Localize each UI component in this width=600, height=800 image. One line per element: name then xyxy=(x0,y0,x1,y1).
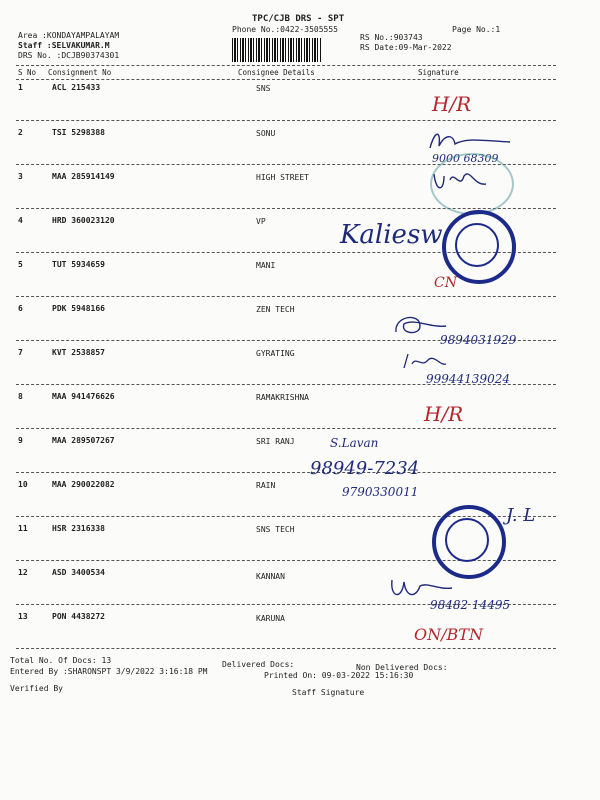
row-consignee: MANI xyxy=(256,261,276,270)
row-consignee: RAMAKRISHNA xyxy=(256,393,309,402)
col-consignee: Consignee Details xyxy=(238,68,315,77)
row-consignment: PDK 5948166 xyxy=(52,304,105,313)
row-sno: 5 xyxy=(18,260,23,269)
verified-by: Verified By xyxy=(10,684,63,693)
handwritten-phone: 98482 14495 xyxy=(430,598,511,612)
handwritten-status: H/R xyxy=(424,402,464,426)
handwritten-phone: 9894031929 xyxy=(440,333,517,347)
row-consignee: VP xyxy=(256,217,266,226)
area-label: Area :KONDAYAMPALAYAM xyxy=(18,31,120,40)
handwritten-status: H/R xyxy=(432,92,472,116)
row-consignee: SONU xyxy=(256,129,276,138)
row-sno: 1 xyxy=(18,83,23,92)
page-number: Page No.:1 xyxy=(452,25,501,34)
college-stamp xyxy=(432,505,506,579)
row-divider xyxy=(16,296,556,297)
row-divider xyxy=(16,648,556,649)
entered-by: Entered By :SHARONSPT 3/9/2022 3:16:18 PM xyxy=(10,667,208,676)
row-consignment: MAA 290022082 xyxy=(52,480,115,489)
row-consignment: MAA 941476626 xyxy=(52,392,115,401)
row-consignment: PON 4438272 xyxy=(52,612,105,621)
row-divider xyxy=(16,120,556,121)
signature-mark xyxy=(400,350,450,374)
header-divider-top xyxy=(16,65,556,66)
row-sno: 13 xyxy=(18,612,28,621)
rs-number: RS No.:903743 xyxy=(360,33,423,42)
col-consignment: Consignment No xyxy=(48,68,112,77)
row-consignment: KVT 2538857 xyxy=(52,348,105,357)
handwritten-phone: 9000 68309 xyxy=(432,152,499,165)
row-sno: 10 xyxy=(18,480,28,489)
col-signature: Signature xyxy=(418,68,459,77)
row-consignment: ASD 3400534 xyxy=(52,568,105,577)
phone-number: Phone No.:0422-3505555 xyxy=(232,25,338,34)
row-consignment: MAA 285914149 xyxy=(52,172,115,181)
row-consignee: HIGH STREET xyxy=(256,173,309,182)
row-sno: 12 xyxy=(18,568,28,577)
row-consignee: GYRATING xyxy=(256,349,295,358)
handwritten-status: ON/BTN xyxy=(414,625,483,644)
row-consignee: ZEN TECH xyxy=(256,305,295,314)
barcode xyxy=(232,38,322,62)
row-consignee: KANNAN xyxy=(256,572,285,581)
handwritten-status: CN xyxy=(434,275,457,291)
drs-number: DRS No. :DCJB90374301 xyxy=(18,51,120,60)
non-delivered-docs: Non Delivered Docs: xyxy=(356,663,448,672)
row-sno: 4 xyxy=(18,216,23,225)
row-divider xyxy=(16,428,556,429)
row-sno: 2 xyxy=(18,128,23,137)
row-sno: 7 xyxy=(18,348,23,357)
row-consignee: SRI RANJ xyxy=(256,437,295,446)
handwritten-phone: 99944139024 xyxy=(426,372,510,386)
row-sno: 8 xyxy=(18,392,23,401)
handwritten-phone: 9790330011 xyxy=(342,485,419,499)
row-consignee: RAIN xyxy=(256,481,276,490)
staff-label: Staff :SELVAKUMAR.M xyxy=(18,41,110,50)
handwritten-name: Kaliesw xyxy=(340,220,443,250)
row-consignee: SNS xyxy=(256,84,271,93)
row-consignment: TUT 5934659 xyxy=(52,260,105,269)
row-consignment: ACL 215433 xyxy=(52,83,101,92)
rs-date: RS Date:09-Mar-2022 xyxy=(360,43,452,52)
row-divider xyxy=(16,472,556,473)
row-sno: 3 xyxy=(18,172,23,181)
delivered-docs: Delivered Docs: xyxy=(222,660,295,669)
total-docs: Total No. Of Docs: 13 xyxy=(10,656,112,665)
document-title: TPC/CJB DRS - SPT xyxy=(252,14,345,24)
row-consignment: HSR 2316338 xyxy=(52,524,105,533)
row-consignment: TSI 5298388 xyxy=(52,128,105,137)
row-consignee: KARUNA xyxy=(256,614,285,623)
header-divider-bottom xyxy=(16,79,556,80)
printed-on: Printed On: 09-03-2022 15:16:30 xyxy=(264,671,414,680)
staff-signature: Staff Signature xyxy=(292,688,365,697)
col-sno: S No xyxy=(18,68,37,77)
row-sno: 11 xyxy=(18,524,28,533)
row-consignment: MAA 289507267 xyxy=(52,436,115,445)
row-consignee: SNS TECH xyxy=(256,525,295,534)
handwritten-phone: 98949-7234 xyxy=(310,458,420,479)
company-stamp xyxy=(442,210,516,284)
handwritten-initials: J. L xyxy=(506,505,536,526)
row-sno: 6 xyxy=(18,304,23,313)
handwritten-name: S.Lavan xyxy=(330,436,379,450)
row-sno: 9 xyxy=(18,436,23,445)
stamp-faded xyxy=(430,153,514,215)
row-consignment: HRD 360023120 xyxy=(52,216,115,225)
